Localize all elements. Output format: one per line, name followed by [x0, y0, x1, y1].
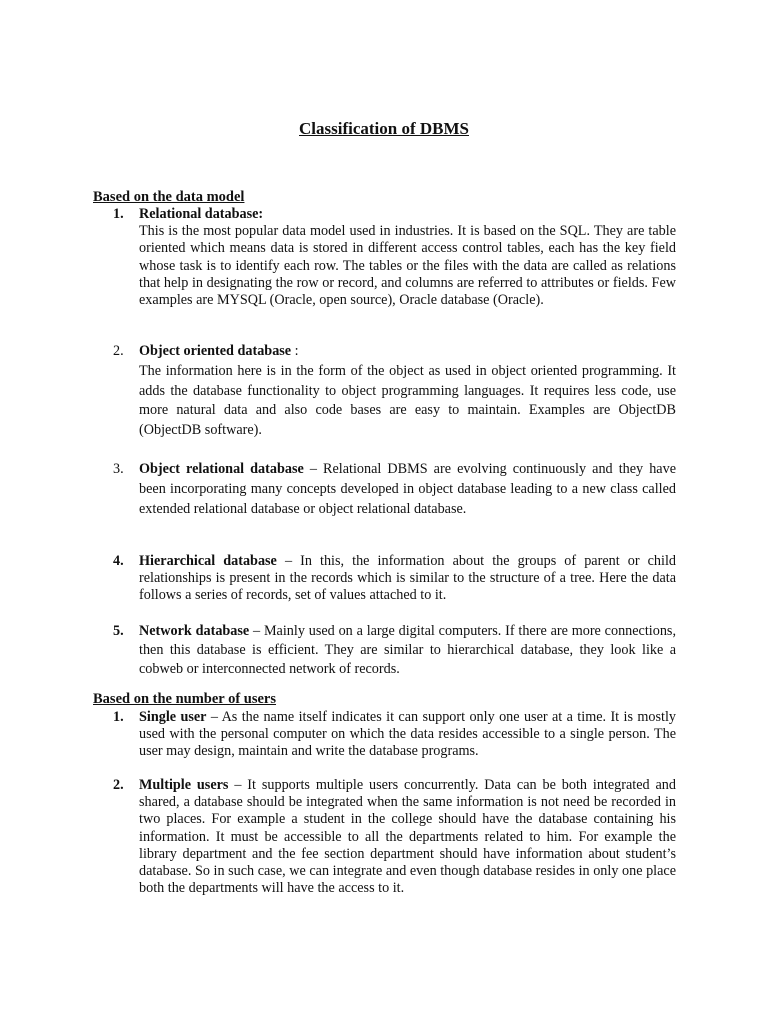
list-item-label: Hierarchical database — [139, 553, 277, 569]
list-item-number: 1. — [113, 206, 124, 222]
list-item-label: Relational database: — [139, 206, 264, 222]
list-item-body — [139, 553, 676, 605]
list-item-description: The information here is in the form of the object as used in object oriented programming. It adds the database functionality to object programming languages. It requires less code, use more natural data and also code bases are easy to maintain. Examples are ObjectDB (ObjectDB software). — [139, 362, 676, 439]
list-item-description: – It supports multiple users concurrently. Data can be both integrated and shared, a database should be integrated when the same information is not need be recorded in two places. For example a student in the college should have the database containing his information. It must be accessible to all the departments related to him. For example the library department and the fee section department should have information about student’s database. So in such case, we can integrate and even though database resides in only one place both the departments will have the access to it. — [139, 777, 676, 897]
list-item-number: 3. — [113, 461, 124, 477]
list-item-label: Object relational database — [139, 461, 304, 477]
page-title: Classification of DBMS — [299, 119, 469, 138]
list-item-body — [139, 709, 676, 761]
list-item-number: 2. — [113, 777, 124, 793]
list-item-label: Multiple users — [139, 777, 229, 793]
list-item-object-relational-database — [113, 460, 676, 519]
list-item-body — [139, 460, 676, 519]
list-item-hierarchical-database — [113, 553, 676, 605]
list-item-number: 4. — [113, 553, 124, 569]
list-item-separator: : — [291, 343, 299, 359]
list-item-description: – Mainly used on a large digital computers. If there are more connections, then this database is efficient. They are similar to hierarchical database, they look like a cobweb or interconnected network of records. — [139, 623, 676, 677]
list-item-body — [139, 342, 676, 441]
list-item-number: 5. — [113, 623, 124, 639]
list-item-label: Network database — [139, 623, 250, 639]
list-item-label: Single user — [139, 709, 207, 725]
list-item-object-oriented-database — [113, 342, 676, 441]
list-item-single-user — [113, 709, 676, 761]
list-item-number: 1. — [113, 709, 124, 725]
list-item-label: Object oriented database — [139, 343, 292, 359]
list-item-body — [139, 206, 676, 309]
list-item-multiple-users — [113, 777, 676, 897]
list-item-body — [139, 622, 676, 679]
section-heading-number-of-users: Based on the number of users — [93, 691, 277, 707]
list-item-network-database — [113, 622, 676, 679]
list-item-description: – In this, the information about the groups of parent or child relationships is present in the records which is similar to the structure of a tree. Here the data follows a series of records, set of values attached to it. — [139, 553, 676, 604]
list-item-relational-database — [113, 206, 676, 309]
list-item-description: – As the name itself indicates it can support only one user at a time. It is mostly used with the personal computer on which the data resides accessible to a single person. The user may design, maintain and write the database programs. — [139, 709, 677, 760]
list-item-number: 2. — [113, 343, 124, 359]
section-heading-data-model: Based on the data model — [93, 189, 245, 205]
list-item-body — [139, 777, 676, 897]
list-item-description: – Relational DBMS are evolving continuously and they have been incorporating many concepts developed in object database leading to a new class called extended relational database or object relational database. — [139, 461, 676, 517]
list-item-description: This is the most popular data model used in industries. It is based on the SQL. They are table oriented which means data is stored in different access control tables, each has the key field whose task is to identify each row. The tables or the files with the data are called as relations that help in designating the row or record, and columns are referred to attributes or fields. Few examples are MYSQL (Oracle, open source), Oracle database (Oracle). — [139, 223, 676, 309]
